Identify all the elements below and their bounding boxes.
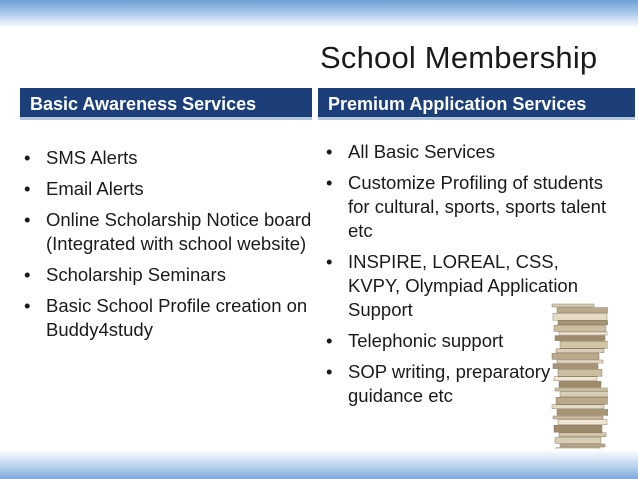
book-spine: [559, 332, 608, 335]
book-spine: [555, 437, 601, 443]
list-item: • Scholarship Seminars: [20, 263, 320, 287]
book-spine: [557, 308, 608, 313]
book-spine: [558, 369, 602, 376]
bottom-gradient-band: [0, 449, 638, 479]
book-spine: [557, 409, 608, 415]
book-spine: [558, 321, 608, 325]
top-gradient-band: [0, 0, 638, 28]
list-item: • All Basic Services: [322, 140, 612, 164]
basic-services-header: Basic Awareness Services: [20, 88, 312, 120]
book-spine: [559, 433, 606, 437]
book-spine: [552, 304, 594, 307]
book-spine: [555, 336, 605, 341]
book-spine: [554, 425, 602, 432]
book-spine: [559, 381, 601, 387]
list-item: • Telephonic support: [322, 329, 612, 353]
book-spine: [553, 416, 603, 419]
book-spine: [552, 405, 604, 409]
book-spine: [560, 341, 608, 348]
book-spine: [554, 325, 606, 331]
book-spine: [560, 392, 608, 397]
book-spine: [558, 420, 607, 425]
book-spine: [553, 364, 598, 369]
list-item: • Basic School Profile creation on Buddy4study: [20, 294, 320, 342]
book-spine: [553, 313, 607, 320]
book-spine: [552, 353, 599, 359]
slide-title: School Membership: [320, 40, 598, 75]
book-spine: [555, 388, 608, 391]
book-spine: [557, 360, 603, 363]
book-spine: [556, 349, 604, 353]
list-item: • SOP writing, preparatory guidance etc: [322, 360, 612, 408]
list-item: • Online Scholarship Notice board (Integrated with school website): [20, 208, 320, 256]
list-item: • SMS Alerts: [20, 146, 320, 170]
premium-services-header: Premium Application Services: [318, 88, 635, 120]
list-item: • Customize Profiling of students for cultural, sports, sports talent etc: [322, 171, 612, 243]
basic-services-list: [20, 146, 320, 349]
list-item: • INSPIRE, LOREAL, CSS, KVPY, Olympiad Application Support: [322, 250, 612, 322]
book-spine: [560, 444, 605, 447]
list-item: • Email Alerts: [20, 177, 320, 201]
book-spine: [556, 397, 608, 404]
book-spine: [554, 377, 597, 381]
